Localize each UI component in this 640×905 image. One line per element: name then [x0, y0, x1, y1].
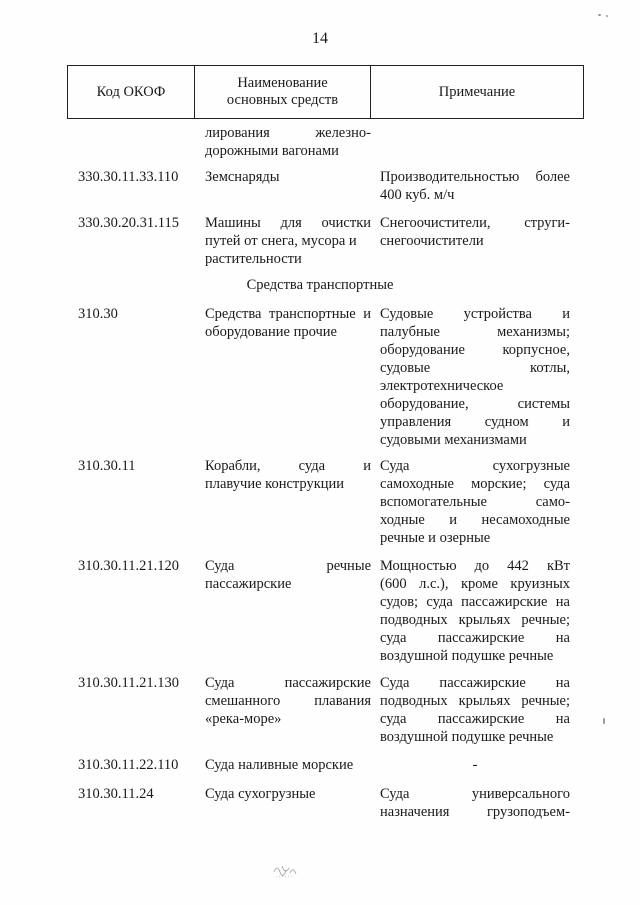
row-note: Суда универсального назначения грузоподъем- — [380, 786, 570, 820]
row-code: 330.30.11.33.110 — [78, 169, 179, 185]
faint-stamp-mark — [270, 860, 300, 880]
row-name: Суда сухогрузные — [205, 786, 316, 802]
row-code: 310.30.11.22.110 — [78, 757, 179, 773]
row-note: - — [472, 757, 478, 773]
row-name: Суда пассажирские смешанного плавания «река-море» — [205, 675, 371, 727]
section-title: Средства транспортные — [246, 277, 394, 293]
scan-speck — [598, 14, 601, 16]
row-name: Земснаряды — [205, 169, 280, 185]
continuation-line: дорожными вагонами — [205, 143, 339, 159]
header-code: Код ОКОФ — [68, 66, 195, 118]
row-code: 310.30.11.21.130 — [78, 675, 179, 691]
continuation-line: лирования железно- — [205, 125, 371, 141]
row-code: 310.30.11.24 — [78, 786, 154, 802]
row-code: 310.30 — [78, 306, 118, 322]
table-header — [67, 65, 584, 119]
row-name: Средства транспортные и оборудование прочие — [205, 306, 371, 340]
row-name: Суда наливные морские — [205, 757, 354, 773]
scan-speck — [603, 718, 605, 724]
header-name-line: Наименование — [237, 75, 328, 91]
row-note: Суда сухогрузные самоходные морские; суда вспомогательные само- ходные и несамоходные речные и озерные — [380, 458, 570, 546]
row-name: Машины для очистки путей от снега, мусора и растительности — [205, 215, 371, 267]
header-name — [195, 66, 371, 118]
header-note: Примечание — [438, 83, 516, 100]
row-code: 330.30.20.31.115 — [78, 215, 179, 231]
page-number: 14 — [312, 30, 328, 47]
row-code: 310.30.11 — [78, 458, 136, 474]
header-name-line: основных средств — [226, 92, 339, 108]
row-name: Суда речные пассажирские — [205, 558, 371, 592]
row-name: Корабли, суда и плавучие конструкции — [205, 458, 371, 492]
row-note: Мощностью до 442 кВт (600 л.с.), кроме круизных судов; суда пассажирские на подводных крыльях речные; суда пассажирские на воздушной подушке речные — [380, 558, 570, 664]
row-note: Производительностью более 400 куб. м/ч — [380, 169, 570, 203]
continuation-name — [205, 124, 371, 160]
row-code: 310.30.11.21.120 — [78, 558, 179, 574]
row-note: Судовые устройства и палубные механизмы; оборудование корпусное, судовые котлы, электротехническое оборудование, системы управления судном и судовыми механизмами — [380, 306, 570, 448]
row-note: Суда пассажирские на подводных крыльях речные; суда пассажирские на воздушной подушке речные — [380, 675, 570, 745]
row-note: Снегоочистители, струги- снегоочистители — [380, 215, 570, 249]
scan-speck — [606, 15, 608, 17]
